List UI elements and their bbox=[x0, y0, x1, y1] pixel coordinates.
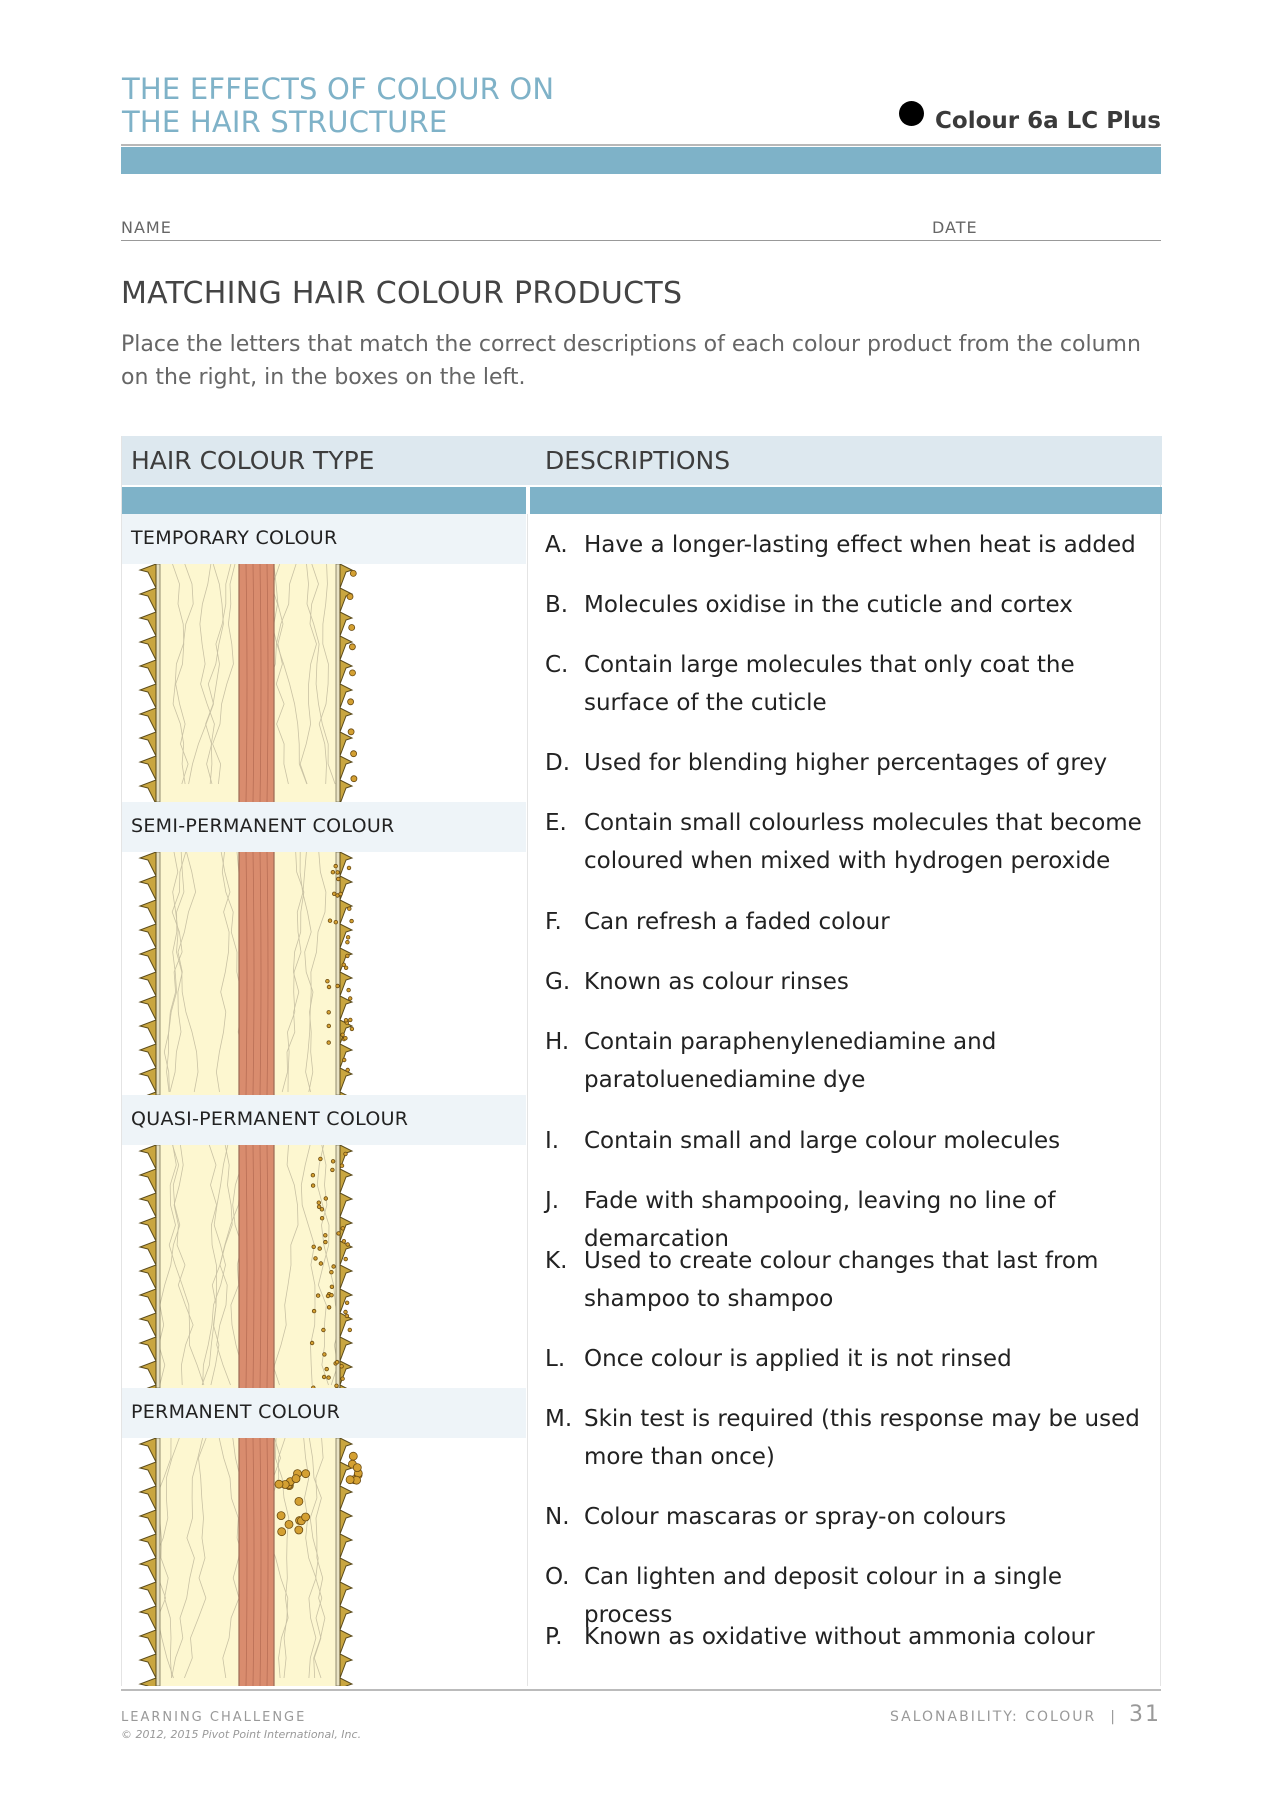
colour-molecule bbox=[341, 1227, 345, 1231]
hair-illustration-temporary bbox=[122, 564, 526, 802]
colour-molecule bbox=[285, 1520, 293, 1528]
colour-molecule bbox=[312, 1245, 316, 1249]
table-subheader-bar bbox=[122, 487, 1162, 514]
hair-illustration-permanent bbox=[122, 1438, 526, 1686]
hair-illustration-semi-permanent bbox=[122, 852, 526, 1095]
colour-molecule bbox=[349, 625, 355, 631]
description-text: Skin test is required (this response may be used more than once) bbox=[584, 1406, 1140, 1470]
description-text: Once colour is applied it is not rinsed bbox=[584, 1346, 1012, 1372]
colour-molecule bbox=[336, 984, 340, 988]
colour-molecule bbox=[327, 1024, 331, 1028]
description-letter: A. bbox=[545, 532, 568, 558]
colour-molecule bbox=[328, 919, 332, 923]
footer-copyright: © 2012, 2015 Pivot Point International, Inc. bbox=[121, 1728, 362, 1741]
cuticle-inner-left bbox=[156, 1145, 160, 1388]
footer-divider bbox=[121, 1689, 1161, 1691]
description-text: Contain paraphenylenediamine and paratoluenediamine dye bbox=[584, 1029, 997, 1093]
colour-molecule bbox=[330, 1270, 334, 1274]
colour-molecule bbox=[320, 1216, 324, 1220]
page-title bbox=[122, 73, 554, 139]
colour-molecule bbox=[327, 1306, 331, 1310]
colour-molecule bbox=[334, 920, 338, 924]
cuticle-scales-right bbox=[340, 1145, 352, 1388]
description-text: Contain large molecules that only coat the surface of the cuticle bbox=[584, 652, 1075, 716]
description-item bbox=[545, 903, 1155, 941]
description-text: Fade with shampooing, leaving no line of demarcation bbox=[584, 1188, 1056, 1252]
colour-molecule bbox=[337, 1232, 341, 1236]
colour-molecule bbox=[319, 1157, 323, 1161]
description-text: Contain small and large colour molecules bbox=[584, 1128, 1061, 1154]
section-heading: MATCHING HAIR COLOUR PRODUCTS bbox=[121, 276, 683, 311]
medulla-shape bbox=[239, 1438, 274, 1686]
cuticle-scales-left bbox=[140, 564, 156, 802]
colour-molecule bbox=[344, 1257, 348, 1261]
colour-molecule bbox=[350, 670, 356, 676]
colour-molecule bbox=[331, 1160, 335, 1164]
description-text: Colour mascaras or spray-on colours bbox=[584, 1504, 1007, 1530]
colour-molecule bbox=[278, 1528, 286, 1536]
description-letter: G. bbox=[545, 969, 571, 995]
type-label-permanent: PERMANENT COLOUR bbox=[122, 1388, 526, 1438]
colour-molecule bbox=[350, 919, 354, 923]
description-letter: C. bbox=[545, 652, 569, 678]
level-badge bbox=[899, 108, 1161, 134]
description-letter: I. bbox=[545, 1128, 560, 1154]
colour-molecule bbox=[275, 1480, 283, 1488]
type-label-temporary: TEMPORARY COLOUR bbox=[122, 514, 526, 564]
column-divider bbox=[527, 514, 528, 1686]
colour-molecule bbox=[348, 699, 354, 705]
colour-molecule bbox=[351, 751, 357, 757]
colour-molecule bbox=[339, 892, 343, 896]
colour-molecule bbox=[341, 1033, 345, 1037]
description-text: Can refresh a faded colour bbox=[584, 909, 890, 935]
cuticle-inner-right bbox=[336, 564, 340, 802]
footer-book-title: SALONABILITY: COLOUR bbox=[890, 1709, 1097, 1725]
description-text: Molecules oxidise in the cuticle and cortex bbox=[584, 592, 1073, 618]
colour-molecule bbox=[345, 1301, 349, 1305]
colour-molecule bbox=[324, 1234, 328, 1238]
colour-molecule bbox=[342, 1058, 346, 1062]
date-label: DATE bbox=[932, 218, 978, 237]
description-text: Can lighten and deposit colour in a single process bbox=[584, 1564, 1063, 1628]
colour-molecule bbox=[311, 1184, 315, 1188]
colour-molecule bbox=[336, 871, 340, 875]
colour-molecule bbox=[347, 866, 351, 870]
description-letter: J. bbox=[545, 1188, 560, 1214]
description-letter: K. bbox=[545, 1248, 568, 1274]
level-badge-label: Colour 6a LC Plus bbox=[935, 108, 1161, 134]
cuticle-inner-right bbox=[336, 1438, 340, 1686]
description-letter: H. bbox=[545, 1029, 570, 1055]
hair-illustration-quasi-permanent bbox=[122, 1145, 526, 1388]
footer-separator: | bbox=[1110, 1709, 1117, 1725]
colour-molecule bbox=[346, 936, 350, 940]
colour-molecule bbox=[344, 1310, 348, 1314]
colour-molecule bbox=[337, 877, 341, 881]
description-item bbox=[545, 804, 1155, 880]
description-item bbox=[545, 526, 1155, 564]
colour-molecule bbox=[316, 1294, 320, 1298]
description-letter: E. bbox=[545, 810, 567, 836]
colour-molecule bbox=[346, 1476, 354, 1484]
colour-molecule bbox=[332, 892, 336, 896]
description-item bbox=[545, 1122, 1155, 1160]
colour-molecule bbox=[327, 1011, 331, 1015]
description-letter: L. bbox=[545, 1346, 566, 1372]
description-letter: N. bbox=[545, 1504, 570, 1530]
colour-molecule bbox=[324, 1197, 328, 1201]
cuticle-scales-left bbox=[140, 1438, 156, 1686]
colour-molecule bbox=[342, 1239, 346, 1243]
colour-molecule bbox=[331, 1168, 335, 1172]
colour-molecule bbox=[347, 594, 353, 600]
bullet-dot-icon bbox=[899, 101, 924, 126]
col-header-descriptions: DESCRIPTIONS bbox=[545, 446, 731, 475]
cuticle-inner-left bbox=[156, 852, 160, 1095]
colour-molecule bbox=[277, 1512, 285, 1520]
colour-molecule bbox=[310, 1341, 314, 1345]
colour-molecule bbox=[348, 997, 352, 1001]
colour-molecule bbox=[302, 1470, 310, 1478]
description-letter: M. bbox=[545, 1406, 573, 1432]
page-number: 31 bbox=[1129, 1702, 1161, 1727]
description-item bbox=[545, 1400, 1155, 1476]
colour-molecule bbox=[318, 1247, 322, 1251]
colour-molecule bbox=[302, 1513, 310, 1521]
colour-molecule bbox=[340, 1365, 344, 1369]
col-header-type: HAIR COLOUR TYPE bbox=[131, 446, 375, 475]
type-label-semi-permanent: SEMI-PERMANENT COLOUR bbox=[122, 802, 526, 852]
colour-molecule bbox=[344, 1152, 348, 1156]
description-item bbox=[545, 1340, 1155, 1378]
colour-molecule bbox=[342, 963, 346, 967]
description-letter: F. bbox=[545, 909, 562, 935]
colour-molecule bbox=[312, 1309, 316, 1313]
colour-molecule bbox=[341, 1377, 345, 1381]
colour-molecule bbox=[327, 985, 331, 989]
description-item bbox=[545, 586, 1155, 624]
colour-molecule bbox=[344, 1018, 348, 1022]
colour-molecule bbox=[327, 1041, 331, 1045]
title-line-2: THE HAIR STRUCTURE bbox=[122, 105, 448, 139]
colour-molecule bbox=[351, 776, 357, 782]
colour-molecule bbox=[344, 1036, 348, 1040]
colour-molecule bbox=[346, 954, 350, 958]
colour-molecule bbox=[349, 1452, 357, 1460]
colour-molecule bbox=[324, 1240, 328, 1244]
title-line-1: THE EFFECTS OF COLOUR ON bbox=[122, 72, 555, 106]
cuticle-scales-left bbox=[140, 1145, 156, 1388]
cuticle-scales-right bbox=[340, 1438, 352, 1686]
medulla-shape bbox=[239, 852, 274, 1095]
header-accent-bar bbox=[121, 147, 1161, 174]
description-text: Used for blending higher percentages of grey bbox=[584, 750, 1108, 776]
description-letter: P. bbox=[545, 1624, 563, 1650]
colour-molecule bbox=[325, 1367, 329, 1371]
colour-molecule bbox=[350, 1027, 354, 1031]
colour-molecule bbox=[331, 870, 335, 874]
colour-molecule bbox=[295, 1526, 303, 1534]
colour-molecule bbox=[311, 1173, 315, 1177]
colour-molecule bbox=[314, 1257, 318, 1261]
colour-molecule bbox=[346, 940, 350, 944]
colour-molecule bbox=[323, 1353, 327, 1357]
colour-molecule bbox=[322, 1375, 326, 1379]
description-item bbox=[545, 744, 1155, 782]
colour-molecule bbox=[317, 1201, 321, 1205]
colour-molecule bbox=[295, 1497, 303, 1505]
colour-molecule bbox=[347, 988, 351, 992]
description-item bbox=[545, 1023, 1155, 1099]
colour-molecule bbox=[346, 1243, 350, 1247]
cuticle-inner-left bbox=[156, 564, 160, 802]
description-item bbox=[545, 646, 1155, 722]
colour-molecule bbox=[349, 644, 355, 650]
footer-book-info bbox=[890, 1702, 1161, 1727]
name-label: NAME bbox=[121, 218, 172, 237]
description-text: Have a longer-lasting effect when heat is added bbox=[584, 532, 1136, 558]
cuticle-inner-left bbox=[156, 1438, 160, 1686]
description-text: Known as oxidative without ammonia colour bbox=[584, 1624, 1095, 1650]
footer-section-label: LEARNING CHALLENGE bbox=[121, 1710, 307, 1725]
colour-molecule bbox=[319, 1262, 323, 1266]
description-item bbox=[545, 1618, 1155, 1656]
colour-molecule bbox=[340, 1164, 344, 1168]
colour-molecule bbox=[312, 1386, 316, 1388]
colour-molecule bbox=[326, 1294, 330, 1298]
medulla-shape bbox=[239, 564, 274, 802]
colour-molecule bbox=[335, 1384, 339, 1388]
colour-molecule bbox=[334, 864, 338, 868]
description-item bbox=[545, 1242, 1155, 1318]
name-date-line[interactable] bbox=[121, 240, 1161, 241]
colour-molecule bbox=[345, 1314, 349, 1318]
header-divider bbox=[121, 144, 1161, 146]
colour-molecule bbox=[350, 570, 356, 576]
description-text: Used to create colour changes that last from shampoo to shampoo bbox=[584, 1248, 1099, 1312]
colour-molecule bbox=[322, 1328, 326, 1332]
type-label-quasi-permanent: QUASI-PERMANENT COLOUR bbox=[122, 1095, 526, 1145]
colour-molecule bbox=[353, 1464, 361, 1472]
description-text: Contain small colourless molecules that become coloured when mixed with hydrogen peroxide bbox=[584, 810, 1142, 874]
medulla-shape bbox=[239, 1145, 274, 1388]
description-item bbox=[545, 963, 1155, 1001]
colour-molecule bbox=[348, 907, 352, 911]
matching-table bbox=[121, 436, 1161, 1686]
cuticle-inner-right bbox=[336, 1145, 340, 1388]
description-letter: O. bbox=[545, 1564, 570, 1590]
cuticle-scales-left bbox=[140, 852, 156, 1095]
description-letter: B. bbox=[545, 592, 569, 618]
section-instructions: Place the letters that match the correct descriptions of each colour product from the column on the right, in the boxes on the left. bbox=[121, 332, 1141, 390]
colour-molecule bbox=[320, 1208, 324, 1212]
description-letter: D. bbox=[545, 750, 571, 776]
colour-molecule bbox=[346, 1068, 350, 1072]
colour-molecule bbox=[326, 979, 330, 983]
colour-molecule bbox=[348, 1328, 352, 1332]
cuticle-inner-right bbox=[336, 852, 340, 1095]
colour-molecule bbox=[327, 1376, 331, 1380]
colour-molecule bbox=[348, 729, 354, 735]
colour-molecule bbox=[335, 1360, 339, 1364]
colour-molecule bbox=[332, 1265, 336, 1269]
description-item bbox=[545, 1498, 1155, 1536]
colour-molecule bbox=[349, 1018, 353, 1022]
colour-molecule bbox=[330, 1293, 334, 1297]
cuticle-scales-right bbox=[340, 852, 352, 1095]
colour-molecule bbox=[292, 1475, 300, 1483]
description-text: Known as colour rinses bbox=[584, 969, 849, 995]
table-header bbox=[122, 436, 1162, 485]
colour-molecule bbox=[330, 1285, 334, 1289]
